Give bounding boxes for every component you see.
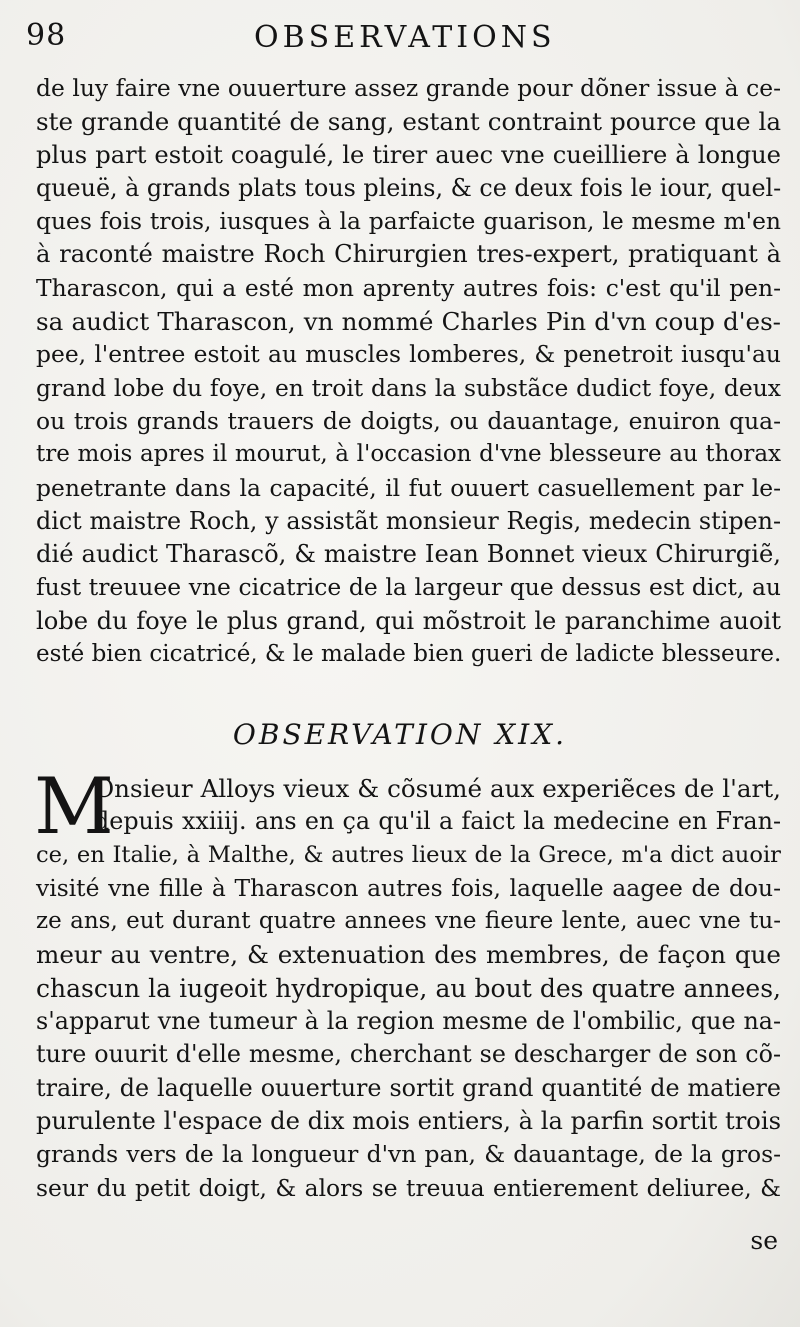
- observation-xviii-conclusion: [36, 72, 781, 671]
- text-line: Tharascon, qui a esté mon aprenty autres fois: c'est qu'il pen-: [36, 273, 781, 302]
- page-number: 98: [26, 18, 67, 53]
- observation-xix-body: [34, 762, 781, 1205]
- running-title: OBSERVATIONS: [254, 20, 556, 55]
- text-line: ture ouurit d'elle mesme, cherchant se descharger de son cõ-: [36, 1040, 781, 1069]
- text-line: purulente l'espace de dix mois entiers, à la parfin sortit trois: [36, 1106, 781, 1135]
- text-line: ou trois grands trauers de doigts, ou dauantage, enuiron qua-: [36, 406, 781, 435]
- text-line: visité vne fille à Tharascon autres fois, laquelle aagee de dou-: [36, 873, 781, 902]
- running-head: [26, 18, 760, 58]
- text-line: ques fois trois, iusques à la parfaicte guarison, le mesme m'en: [36, 207, 781, 236]
- text-line: dié audict Tharascõ, & maistre Iean Bonnet vieux Chirurgiẽ,: [36, 540, 781, 569]
- section-heading: OBSERVATION XIX.: [232, 718, 568, 751]
- text-line: grand lobe du foye, en troit dans la substãce dudict foye, deux: [36, 373, 781, 402]
- text-line: dict maistre Roch, y assistãt monsieur Regis, medecin stipen-: [36, 506, 781, 535]
- text-line: de luy faire vne ouuerture assez grande pour dõner issue à ce-: [36, 74, 781, 102]
- text-line: meur au ventre, & extenuation des membres, de façon que: [36, 940, 781, 970]
- text-line: tre mois apres il mourut, à l'occasion d'vne blesseure au thorax: [36, 441, 781, 468]
- text-line: ze ans, eut durant quatre annees vne fieure lente, auec vne tu-: [36, 908, 781, 935]
- text-line: Onsieur Alloys vieux & cõsumé aux experiẽces de l'art,: [94, 774, 781, 803]
- text-line: traire, de laquelle ouuerture sortit grand quantité de matiere: [36, 1073, 781, 1102]
- text-line: plus part estoit coagulé, le tirer auec vne cueilliere à longue: [36, 140, 781, 169]
- text-line: lobe du foye le plus grand, qui mõstroit le paranchime auoit: [36, 606, 781, 635]
- text-line: s'apparut vne tumeur à la region mesme de l'ombilic, que na-: [36, 1007, 781, 1036]
- text-line: à raconté maistre Roch Chirurgien tres-expert, pratiquant à: [36, 240, 781, 269]
- text-line: esté bien cicatricé, & le malade bien gueri de ladicte blesseure.: [36, 641, 782, 668]
- drop-cap: M: [34, 762, 114, 852]
- text-line: penetrante dans la capacité, il fut ouuert casuellement par le-: [36, 473, 781, 502]
- text-line: seur du petit doigt, & alors se treuua entierement deliuree, &: [36, 1173, 781, 1202]
- text-line: pee, l'entree estoit au muscles lomberes, & penetroit iusqu'au: [36, 340, 781, 369]
- text-line: chascun la iugeoit hydropique, au bout des quatre annees,: [36, 973, 781, 1003]
- text-line: sa audict Tharascon, vn nommé Charles Pin d'vn coup d'es-: [36, 307, 781, 337]
- text-line: fust treuuee vne cicatrice de la largeur que dessus est dict, au: [36, 573, 781, 602]
- catchword: se: [750, 1226, 778, 1255]
- text-line: ste grande quantité de sang, estant contraint pource que la: [36, 107, 781, 137]
- text-line: ce, en Italie, à Malthe, & autres lieux de la Grece, m'a dict auoir: [36, 841, 781, 868]
- text-line: queuë, à grands plats tous pleins, & ce deux fois le iour, quel-: [36, 173, 782, 202]
- text-line: depuis xxiiij. ans en ça qu'il a faict la medecine en Fran-: [94, 807, 781, 836]
- text-line: grands vers de la longueur d'vn pan, & dauantage, de la gros-: [36, 1140, 781, 1169]
